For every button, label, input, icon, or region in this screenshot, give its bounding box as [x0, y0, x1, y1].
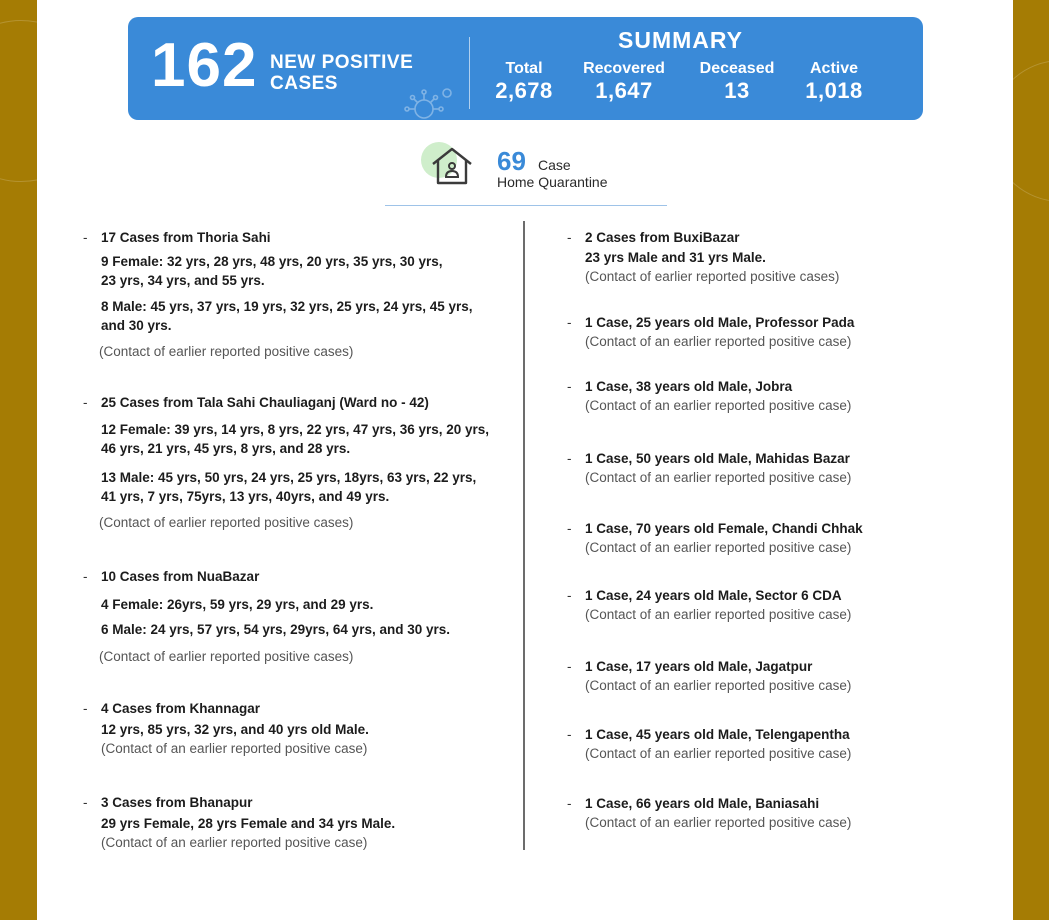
case-entry-heading: - 2 Cases from BuxiBazar [567, 230, 740, 245]
stat-value: 13 [724, 78, 750, 103]
case-entry-heading: - 17 Cases from Thoria Sahi [83, 230, 271, 245]
section-rule [385, 205, 667, 206]
home-quarantine-count: 69 [497, 146, 526, 176]
contact-note: (Contact of earlier reported positive cases) [99, 649, 354, 664]
stat-total [494, 60, 554, 104]
stat-label: Deceased [699, 60, 775, 77]
case-entry-jagatpur [567, 657, 851, 695]
summary-title: SUMMARY [618, 27, 743, 53]
case-entry-khannagar [83, 699, 369, 758]
case-entry-thoria-sahi [83, 228, 473, 361]
case-entry-bhanapur [83, 793, 395, 852]
stat-value: 1,018 [805, 78, 863, 103]
case-detail-line: 6 Male: 24 yrs, 57 yrs, 54 yrs, 29yrs, 64 yrs, and 30 yrs. [101, 622, 450, 637]
contact-note: (Contact of an earlier reported positive case) [585, 746, 852, 761]
case-entry-heading: - 1 Case, 17 years old Male, Jagatpur [567, 659, 813, 674]
case-entry-buxibazar [567, 228, 839, 286]
case-entry-jobra [567, 377, 851, 415]
case-entry-heading: - 1 Case, 66 years old Male, Baniasahi [567, 796, 820, 811]
case-entry-heading: - 10 Cases from NuaBazar [83, 569, 260, 584]
contact-note: (Contact of an earlier reported positive case) [585, 540, 852, 555]
summary-banner [128, 17, 923, 120]
contact-note: (Contact of earlier reported positive cases) [585, 269, 840, 284]
case-detail-line: 29 yrs Female, 28 yrs Female and 34 yrs Male. [101, 816, 396, 831]
case-detail-line: 23 yrs, 34 yrs, and 55 yrs. [101, 273, 265, 288]
contact-note: (Contact of an earlier reported positive case) [585, 815, 852, 830]
stat-recovered [577, 60, 671, 104]
case-detail-line: 46 yrs, 21 yrs, 45 yrs, 8 yrs, and 28 yrs. [101, 441, 351, 456]
case-entry-chandi-chhak [567, 519, 863, 557]
virus-icon [400, 83, 454, 120]
stat-label: Active [809, 60, 859, 77]
stat-deceased [693, 60, 781, 104]
new-cases-label-line1: NEW POSITIVE [270, 52, 414, 73]
case-entry-tala-sahi [83, 393, 489, 532]
contact-note: (Contact of earlier reported positive cases) [99, 344, 354, 359]
case-entry-heading: - 4 Cases from Khannagar [83, 701, 261, 716]
case-entry-heading: - 3 Cases from Bhanapur [83, 795, 253, 810]
case-detail-line: 41 yrs, 7 yrs, 75yrs, 13 yrs, 40yrs, and 49 yrs. [101, 489, 390, 504]
case-entry-mahidas-bazar [567, 449, 851, 487]
case-entry-heading: - 1 Case, 45 years old Male, Telengapentha [567, 727, 850, 742]
new-cases-count: 162 [151, 31, 258, 100]
stat-label: Total [505, 60, 543, 77]
case-entry-sector-6-cda [567, 586, 851, 624]
case-detail-line: 12 yrs, 85 yrs, 32 yrs, and 40 yrs old Male. [101, 722, 369, 737]
stat-active [802, 60, 866, 104]
contact-note: (Contact of an earlier reported positive case) [101, 741, 368, 756]
case-entry-baniasahi [567, 794, 851, 832]
stat-value: 2,678 [495, 78, 553, 103]
home-quarantine-case-label: Case [538, 157, 571, 173]
column-divider [523, 221, 525, 850]
case-entry-heading: - 1 Case, 24 years old Male, Sector 6 CDA [567, 588, 842, 603]
contact-note: (Contact of an earlier reported positive case) [585, 470, 852, 485]
contact-note: (Contact of earlier reported positive cases) [99, 515, 354, 530]
contact-note: (Contact of an earlier reported positive case) [101, 835, 368, 850]
case-entry-heading: - 1 Case, 50 years old Male, Mahidas Bazar [567, 451, 850, 466]
home-quarantine-label: Home Quarantine [497, 174, 608, 190]
case-entry-heading: - 25 Cases from Tala Sahi Chauliaganj (Ward no - 42) [83, 395, 429, 410]
case-detail-line: 23 yrs Male and 31 yrs Male. [585, 250, 766, 265]
case-detail-line: 8 Male: 45 yrs, 37 yrs, 19 yrs, 32 yrs, 25 yrs, 24 yrs, 45 yrs, [101, 299, 473, 314]
case-entry-telengapentha [567, 725, 851, 763]
contact-note: (Contact of an earlier reported positive case) [585, 398, 852, 413]
case-detail-line: 13 Male: 45 yrs, 50 yrs, 24 yrs, 25 yrs, 18yrs, 63 yrs, 22 yrs, [101, 470, 477, 485]
case-detail-line: and 30 yrs. [101, 318, 172, 333]
new-cases-label [270, 52, 413, 94]
contact-note: (Contact of an earlier reported positive case) [585, 607, 852, 622]
case-detail-line: 4 Female: 26yrs, 59 yrs, 29 yrs, and 29 yrs. [101, 597, 374, 612]
banner-divider [469, 37, 470, 109]
case-detail-line: 12 Female: 39 yrs, 14 yrs, 8 yrs, 22 yrs, 47 yrs, 36 yrs, 20 yrs, [101, 422, 490, 437]
case-entry-heading: - 1 Case, 25 years old Male, Professor Pada [567, 315, 855, 330]
case-entry-heading: - 1 Case, 38 years old Male, Jobra [567, 379, 793, 394]
case-entry-heading: - 1 Case, 70 years old Female, Chandi Chhak [567, 521, 863, 536]
case-entry-nuabazar [83, 567, 450, 666]
case-detail-line: 9 Female: 32 yrs, 28 yrs, 48 yrs, 20 yrs, 35 yrs, 30 yrs, [101, 254, 443, 269]
home-quarantine-icon [430, 146, 474, 186]
contact-note: (Contact of an earlier reported positive case) [585, 334, 852, 349]
stat-label: Recovered [583, 60, 665, 77]
new-cases-label-line2: CASES [270, 73, 338, 94]
contact-note: (Contact of an earlier reported positive case) [585, 678, 852, 693]
case-entry-professor-pada [567, 313, 854, 351]
stat-value: 1,647 [595, 78, 653, 103]
